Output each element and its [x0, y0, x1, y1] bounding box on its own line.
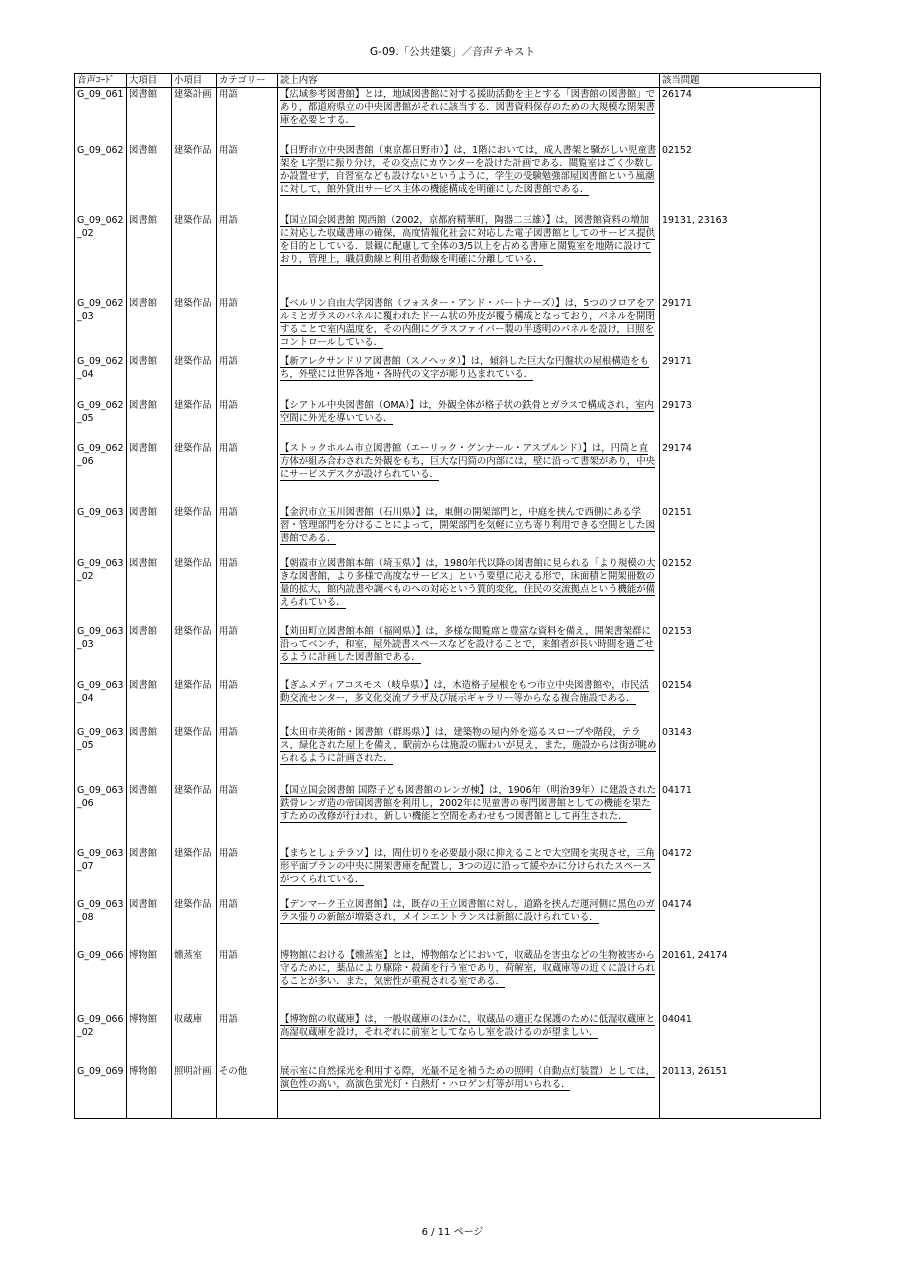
row-problem: 04041	[660, 1013, 821, 1065]
row-category: 用語	[217, 949, 278, 1013]
row-text	[278, 355, 660, 399]
row-major-item: 図書館	[127, 679, 172, 726]
row-major-item: 図書館	[127, 726, 172, 784]
row-code: G_09_062_02	[75, 214, 127, 297]
row-minor-item: 建築作品	[172, 726, 217, 784]
row-category: 用語	[217, 1013, 278, 1065]
row-code: G_09_061	[75, 88, 127, 144]
row-text	[278, 214, 660, 297]
row-code: G_09_062_06	[75, 442, 127, 506]
table-row	[75, 355, 821, 399]
row-problem: 02154	[660, 679, 821, 726]
table-row	[75, 88, 821, 144]
row-major-item: 図書館	[127, 442, 172, 506]
row-code: G_09_062_03	[75, 297, 127, 355]
column-header-category: カテゴリー	[217, 74, 278, 88]
row-text	[278, 506, 660, 557]
row-major-item: 博物館	[127, 1013, 172, 1065]
row-text-content: 【日野市立中央図書館（東京都日野市）】は，1階においては，成人書架と騒がしい児童書架を L字型に振り分け，その交点にカウンターを設けた計画である．閲覧室はごく少数しか設置せず，自習室なども設けないというように，学生の受験勉強部屋図書館という風潮に対して，館外貸出サービス主体の機能構成を明確にした図書館である．	[280, 144, 657, 195]
row-category: 用語	[217, 442, 278, 506]
table-body	[75, 88, 821, 1119]
row-text-content: 【苅田町立図書館本館（福岡県）】は，多様な閲覧席と豊富な資料を備え，開架書架群に沿ってベンチ，和室，屋外読書スペースなどを設けることで，来館者が長い時間を過ごせるように計画した図書館である．	[280, 625, 654, 663]
table-row	[75, 898, 821, 949]
table-row	[75, 399, 821, 442]
row-category: 用語	[217, 506, 278, 557]
row-problem: 04172	[660, 847, 821, 898]
row-major-item: 図書館	[127, 898, 172, 949]
table-row	[75, 726, 821, 784]
row-category: 用語	[217, 297, 278, 355]
row-text	[278, 726, 660, 784]
row-major-item: 図書館	[127, 847, 172, 898]
table-row	[75, 1065, 821, 1119]
row-category: 用語	[217, 726, 278, 784]
row-code: G_09_063_05	[75, 726, 127, 784]
row-problem: 20113, 26151	[660, 1065, 821, 1119]
row-major-item: 図書館	[127, 506, 172, 557]
table-row	[75, 442, 821, 506]
row-code: G_09_063_06	[75, 784, 127, 847]
row-major-item: 博物館	[127, 949, 172, 1013]
row-minor-item: 建築作品	[172, 506, 217, 557]
column-header-text: 読上内容	[278, 74, 660, 88]
row-code: G_09_063_07	[75, 847, 127, 898]
row-problem: 29171	[660, 297, 821, 355]
row-text-content: 【国立国会図書館 関西館（2002，京都府精華町，陶器二三雄）】は，図書館資料の増加に対応した収蔵書庫の確保，高度情報化社会に対応した電子図書館としてのサービス提供を目的としている．景観に配慮して全体の3/5以上を占める書庫と閲覧室を地階に設けており，管理上，職員動線と利用者動線を明確に分離している．	[280, 214, 656, 265]
row-text-content: 展示室に自然採光を利用する際，光量不足を補うための照明（自動点灯装置）としては，演色性の高い，高演色蛍光灯・白熱灯・ハロゲン灯等が用いられる．	[280, 1065, 656, 1090]
row-category: 用語	[217, 847, 278, 898]
row-problem: 03143	[660, 726, 821, 784]
row-problem: 20161, 24174	[660, 949, 821, 1013]
column-header-problem: 該当問題	[660, 74, 821, 88]
row-minor-item: 建築作品	[172, 144, 217, 214]
row-text	[278, 1013, 660, 1065]
row-minor-item: 建築作品	[172, 679, 217, 726]
row-text-content: 【国立国会図書館 国際子ども図書館のレンガ棟】は，1906年（明治39年）に建設された鉄骨レンガ造の帝国図書館を利用し，2002年に児童書の専門図書館としての機能を果たすための改修が行われ，新しい機能と空間をあわせもつ図書館として再生された．	[280, 784, 657, 822]
column-header-code: 音声ｺｰﾄﾞ	[75, 74, 127, 88]
row-code: G_09_063_08	[75, 898, 127, 949]
row-problem: 26174	[660, 88, 821, 144]
row-code: G_09_062_05	[75, 399, 127, 442]
row-category: 用語	[217, 557, 278, 625]
row-minor-item: 建築作品	[172, 442, 217, 506]
row-problem: 29171	[660, 355, 821, 399]
row-minor-item: 建築作品	[172, 898, 217, 949]
row-major-item: 図書館	[127, 399, 172, 442]
row-category: 用語	[217, 214, 278, 297]
row-category: 用語	[217, 399, 278, 442]
document-title: G-09.「公共建築」／音声テキスト	[370, 46, 535, 58]
row-minor-item: 収蔵庫	[172, 1013, 217, 1065]
table-row	[75, 625, 821, 679]
row-category: 用語	[217, 88, 278, 144]
row-category: 用語	[217, 679, 278, 726]
page-number: 6 / 11 ページ	[421, 1227, 484, 1238]
row-code: G_09_066	[75, 949, 127, 1013]
table-row	[75, 949, 821, 1013]
row-problem: 29173	[660, 399, 821, 442]
row-minor-item: 照明計画	[172, 1065, 217, 1119]
row-text-content: 【広域参考図書館】とは，地域図書館に対する援助活動を主とする「図書館の図書館」であり，都道府県立の中央図書館がそれに該当する．図書資料保存のための大規模な閉架書庫を必要とする．	[280, 89, 656, 126]
row-text-content: 【太田市美術館・図書館（群馬県）】は，建築物の屋内外を巡るスロープや階段，テラス，緑化された屋上を備え，駅前からは施設の賑わいが見え，また，施設からは街が眺められるように計画された．	[280, 726, 657, 764]
row-text-content: 博物館における【燻蒸室】とは，博物館などにおいて，収蔵品を害虫などの生物被害から守るために，薬品により駆除・殺菌を行う室であり，荷解室，収蔵庫等の近くに設けられることが多い．また，気密性が重視される室である．	[280, 949, 656, 987]
table-row	[75, 557, 821, 625]
row-category: 用語	[217, 898, 278, 949]
table-row	[75, 506, 821, 557]
row-text-content: 【新アレクサンドリア図書館（スノヘッタ）】は，傾斜した巨大な円盤状の屋根構造をもち，外壁には世界各地・各時代の文字が彫り込まれている．	[280, 355, 649, 380]
row-text-content: 【デンマーク王立図書館】は，既存の王立図書館に対し，道路を挟んだ運河側に黒色のガラス張りの新館が増築され，メインエントランスは新館に設けられている．	[280, 898, 655, 923]
row-text-content: 【シアトル中央図書館（OMA）】は，外観全体が格子状の鉄骨とガラスで構成され，室内空間に外光を導いている．	[280, 399, 654, 424]
row-problem: 04171	[660, 784, 821, 847]
row-major-item: 図書館	[127, 88, 172, 144]
row-major-item: 博物館	[127, 1065, 172, 1119]
table-row	[75, 784, 821, 847]
row-problem: 02153	[660, 625, 821, 679]
table-row	[75, 297, 821, 355]
row-major-item: 図書館	[127, 625, 172, 679]
row-text	[278, 949, 660, 1013]
row-major-item: 図書館	[127, 557, 172, 625]
row-major-item: 図書館	[127, 784, 172, 847]
row-text	[278, 784, 660, 847]
row-text-content: 【まちとしょテラソ】は，間仕切りを必要最小限に抑えることで大空間を実現させ，三角形平面プランの中央に開架書庫を配置し，3つの辺に沿って緩やかに分けられたスペースがつくられている．	[280, 847, 655, 885]
row-code: G_09_063_04	[75, 679, 127, 726]
row-minor-item: 燻蒸室	[172, 949, 217, 1013]
row-text	[278, 442, 660, 506]
row-problem: 02152	[660, 557, 821, 625]
row-code: G_09_063_03	[75, 625, 127, 679]
row-code: G_09_063_02	[75, 557, 127, 625]
row-text	[278, 847, 660, 898]
row-minor-item: 建築作品	[172, 625, 217, 679]
row-text-content: 【金沢市立玉川図書館（石川県）】は，東側の開架部門と，中庭を挟んで西側にある学習・管理部門を分けることによって，開架部門を気軽に立ち寄り利用できる空間とした図書館である．	[280, 506, 655, 544]
column-header-minor: 小項目	[172, 74, 217, 88]
row-major-item: 図書館	[127, 214, 172, 297]
row-category: 用語	[217, 784, 278, 847]
row-category: その他	[217, 1065, 278, 1119]
row-category: 用語	[217, 144, 278, 214]
voice-text-table	[74, 73, 821, 1119]
row-problem: 04174	[660, 898, 821, 949]
row-code: G_09_062_04	[75, 355, 127, 399]
row-text-content: 【ストックホルム市立図書館（エーリック・グンナール・アスプルンド）】は，円筒と直方体が組み合わされた外観をもち，巨大な円筒の内部には，壁に沿って書架があり，中央にサービスデスクが設けられている．	[280, 442, 656, 480]
table-header-row	[75, 74, 821, 88]
table-row	[75, 214, 821, 297]
row-problem: 19131, 23163	[660, 214, 821, 297]
row-text-content: 【ベルリン自由大学図書館（フォスター・アンド・パートナーズ）】は，5つのフロアをアルミとガラスのパネルに覆われたドーム状の外皮が覆う構成となっており，パネルを開閉することで室内温度を，その内側にグラスファイバー製の半透明のパネルを設け，日照をコントロールしている．	[280, 297, 655, 348]
row-major-item: 図書館	[127, 297, 172, 355]
row-code: G_09_063	[75, 506, 127, 557]
row-minor-item: 建築作品	[172, 847, 217, 898]
row-code: G_09_069	[75, 1065, 127, 1119]
row-text	[278, 88, 660, 144]
row-category: 用語	[217, 355, 278, 399]
row-text	[278, 1065, 660, 1119]
row-major-item: 図書館	[127, 355, 172, 399]
table-row	[75, 144, 821, 214]
table-row	[75, 679, 821, 726]
table-row	[75, 847, 821, 898]
row-minor-item: 建築作品	[172, 399, 217, 442]
column-header-major: 大項目	[127, 74, 172, 88]
row-text	[278, 557, 660, 625]
row-text-content: 【博物館の収蔵庫】は，一般収蔵庫のほかに，収蔵品の適正な保護のために低湿収蔵庫と高湿収蔵庫を設け，それぞれに前室としてならし室を設けるのが望ましい．	[280, 1013, 656, 1038]
row-code: G_09_062	[75, 144, 127, 214]
row-text	[278, 399, 660, 442]
row-minor-item: 建築作品	[172, 214, 217, 297]
row-major-item: 図書館	[127, 144, 172, 214]
row-text-content: 【朝霞市立図書館本館（埼玉県）】は，1980年代以降の図書館に見られる「より規模の大きな図書館，より多様で高度なサービス」という要望に応える形で，床面積と開架冊数の量的拡大，館内読書や調べものへの対応という質的変化，住民の交流拠点という機能が備えられている．	[280, 557, 656, 608]
row-minor-item: 建築作品	[172, 784, 217, 847]
row-minor-item: 建築作品	[172, 557, 217, 625]
row-minor-item: 建築計画	[172, 88, 217, 144]
row-text	[278, 144, 660, 214]
row-minor-item: 建築作品	[172, 297, 217, 355]
row-text	[278, 625, 660, 679]
row-text	[278, 297, 660, 355]
row-problem: 02152	[660, 144, 821, 214]
row-text	[278, 898, 660, 949]
table-row	[75, 1013, 821, 1065]
row-text-content: 【ぎふメディアコスモス（岐阜県）】は，木造格子屋根をもつ市立中央図書館や，市民活動交流センター，多文化交流プラザ及び展示ギャラリー等からなる複合施設である．	[280, 679, 649, 704]
row-text	[278, 679, 660, 726]
row-problem: 02151	[660, 506, 821, 557]
row-code: G_09_066_02	[75, 1013, 127, 1065]
row-problem: 29174	[660, 442, 821, 506]
row-category: 用語	[217, 625, 278, 679]
row-minor-item: 建築作品	[172, 355, 217, 399]
